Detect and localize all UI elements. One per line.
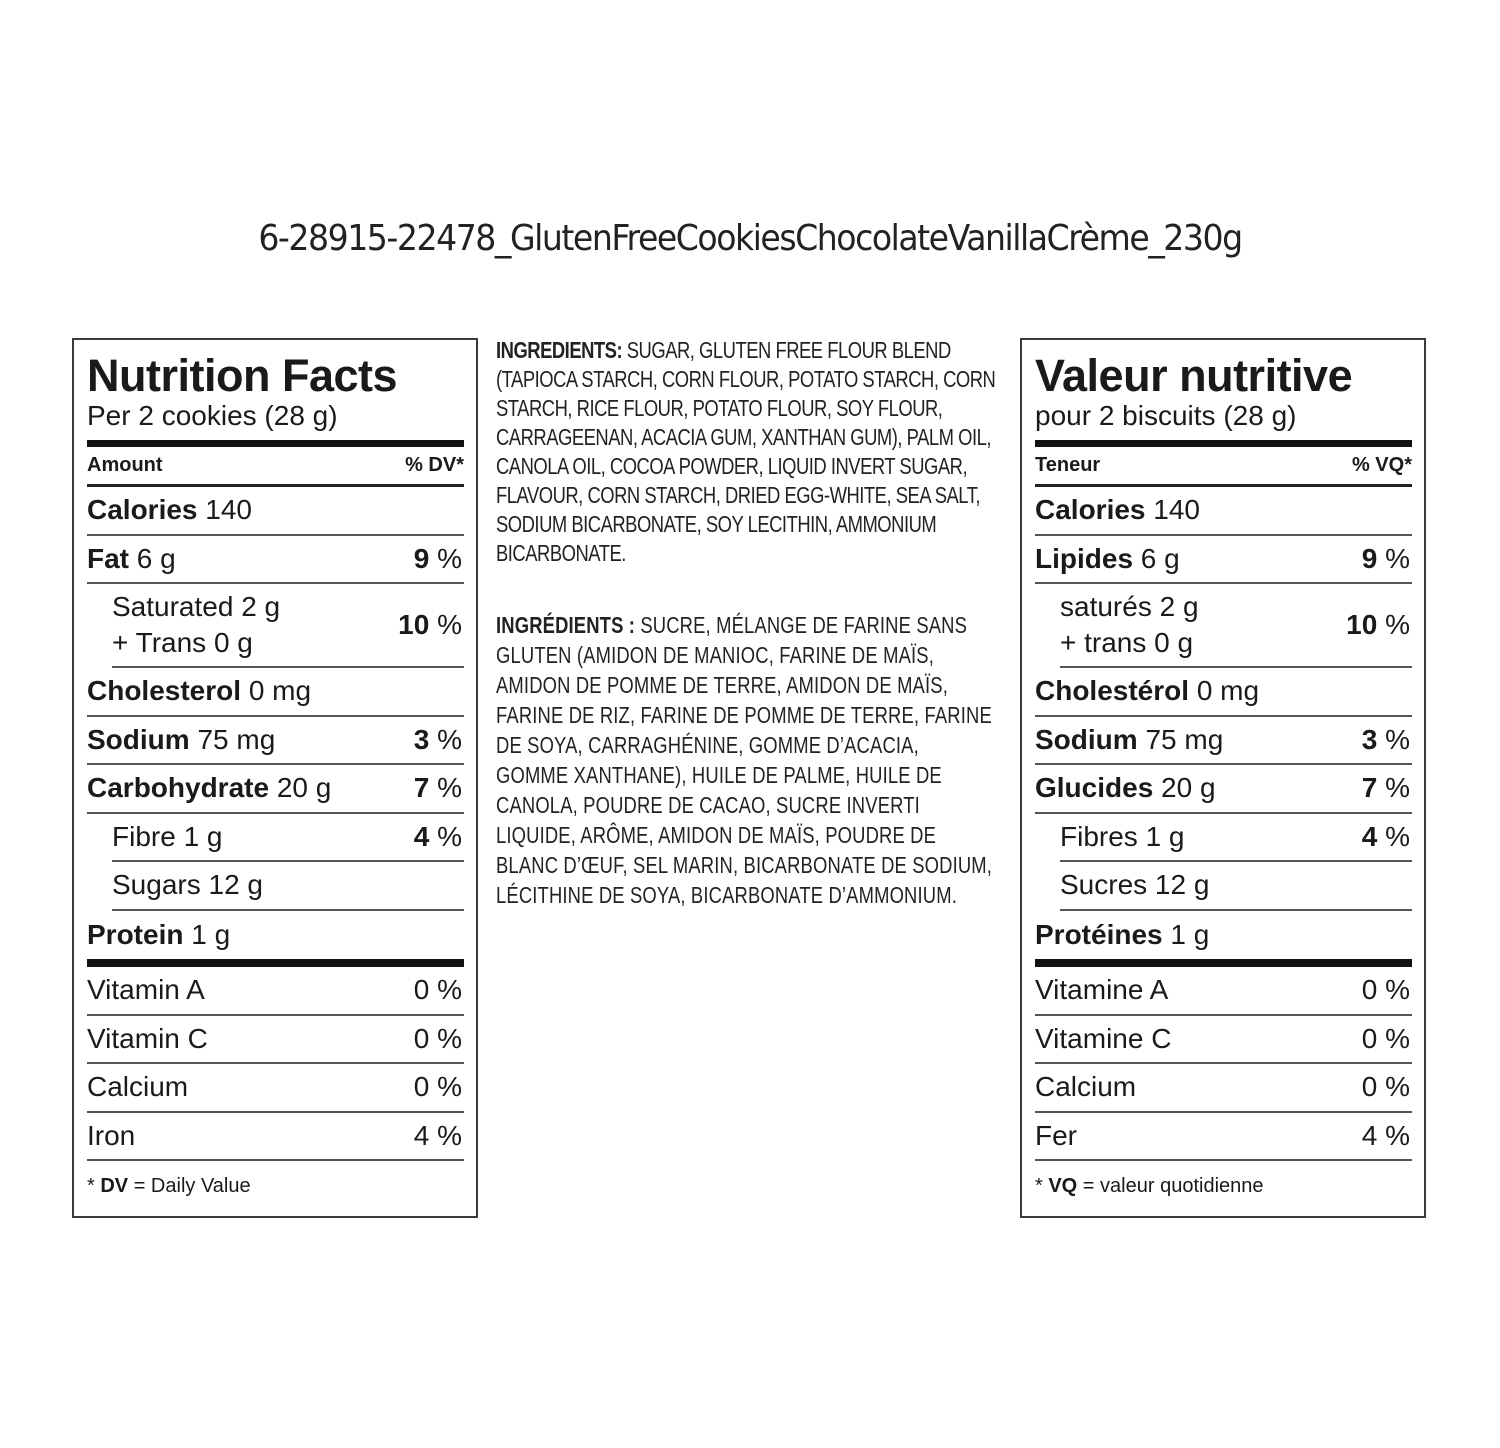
calories-value: 140 <box>205 494 252 526</box>
nutrient-amount: 20 g <box>1161 772 1216 804</box>
dv-value: 4 <box>1361 820 1378 852</box>
nutrient-amount: 0 mg <box>1196 675 1260 707</box>
nutrient-amount: 1 g <box>191 918 231 950</box>
thick-divider <box>87 959 464 967</box>
calories-value: 140 <box>1153 494 1200 526</box>
thick-divider <box>87 440 464 447</box>
ingredients-heading: INGREDIENTS: <box>496 337 623 363</box>
dv-value: 7 <box>413 772 430 804</box>
fibre-row: Fibres 1 g 4 % <box>1060 814 1412 863</box>
dv-value: 9 <box>413 542 430 574</box>
protein-row <box>87 911 464 960</box>
nutrient-label: Glucides <box>1035 772 1154 804</box>
sugars-row <box>112 862 464 911</box>
calories-row <box>87 487 464 536</box>
vitamin-row <box>1035 1064 1412 1113</box>
ingredients-heading: INGRÉDIENTS : <box>496 612 636 638</box>
calories-row <box>1035 487 1412 536</box>
nutrient-label: Fibre 1 g <box>112 820 223 852</box>
nutrient-label: Protéines <box>1035 918 1163 950</box>
nutrient-label: Sodium <box>87 723 190 755</box>
nutrient-amount: 75 mg <box>197 723 276 755</box>
vitamin-row <box>1035 967 1412 1016</box>
nutrition-facts-panel-en <box>72 338 478 1218</box>
vitamin-dv: 4 % <box>413 1119 462 1151</box>
ingredients-en <box>496 336 996 568</box>
nutrient-label: Sucres 12 g <box>1060 869 1210 901</box>
cholesterol-row <box>87 668 464 717</box>
nutrient-label: saturés 2 g <box>1060 591 1199 622</box>
footnote-abbr: DV <box>100 1175 129 1197</box>
nutrient-label: Sugars 12 g <box>112 869 263 901</box>
nutrient-label: Cholesterol <box>87 675 242 707</box>
dv-value: 10 <box>398 609 430 640</box>
vitamin-dv: 0 % <box>1361 1071 1410 1103</box>
calories-label: Calories <box>1035 494 1146 526</box>
nutrient-amount: 0 mg <box>248 675 312 707</box>
vitamin-row <box>1035 1113 1412 1162</box>
nutrient-amount: 20 g <box>276 772 332 804</box>
nutrient-label: Sodium <box>1035 723 1138 755</box>
fat-row: Lipides 6 g 9 % <box>1035 536 1412 585</box>
nutrient-amount: 6 g <box>136 542 176 574</box>
nutrient-label-2: + Trans 0 g <box>112 627 253 658</box>
dv-value: 10 <box>1346 609 1378 640</box>
sodium-row: Sodium 75 mg 3 % <box>87 717 464 766</box>
nutrient-amount: 1 g <box>1170 918 1210 950</box>
sodium-row: Sodium 75 mg 3 % <box>1035 717 1412 766</box>
carbohydrate-row: Glucides 20 g 7 % <box>1035 765 1412 814</box>
nutrient-label: Fibres 1 g <box>1060 820 1185 852</box>
dv-value: 7 <box>1361 772 1378 804</box>
amount-header: Teneur <box>1035 454 1101 476</box>
vitamin-label: Vitamine A <box>1035 974 1169 1006</box>
ingredients-fr <box>496 610 996 910</box>
fibre-row: Fibre 1 g 4 % <box>112 814 464 863</box>
column-header <box>87 447 464 487</box>
vitamin-dv: 0 % <box>1361 1022 1410 1054</box>
dv-value: 9 <box>1361 542 1378 574</box>
saturated-trans-row: saturés 2 g + trans 0 g 10 % <box>1060 584 1412 668</box>
footnote: * DV = Daily Value <box>87 1175 251 1197</box>
vitamin-row <box>1035 1016 1412 1065</box>
thick-divider <box>1035 959 1412 967</box>
footnote-abbr: VQ <box>1048 1175 1078 1197</box>
ingredients-text: SUGAR, GLUTEN FREE FLOUR BLEND (TAPIOCA STARCH, CORN FLOUR, POTATO STARCH, CORN STARCH, RICE FLOUR, POTATO FLOUR, SOY FLOUR, CARRAGEENAN, ACACIA GUM, XANTHAN GUM), PALM OIL, CANOLA OIL, COCOA POWDER, LIQUID INVERT SUGAR, FLAVOUR, CORN STARCH, DRIED EGG-WHITE, SEA SALT, SODIUM BICARBONATE, SOY LECITHIN, AMMONIUM BICARBONATE. <box>496 337 996 566</box>
panel-title: Nutrition Facts <box>87 350 398 401</box>
footnote: * VQ = valeur quotidienne <box>1035 1175 1264 1197</box>
vitamin-label: Vitamin A <box>87 974 205 1006</box>
vitamin-label: Iron <box>87 1119 136 1151</box>
carbohydrate-row: Carbohydrate 20 g 7 % <box>87 765 464 814</box>
calories-label: Calories <box>87 494 198 526</box>
column-header <box>1035 447 1412 487</box>
nutrient-label-2: + trans 0 g <box>1060 627 1194 658</box>
vitamin-dv: 0 % <box>413 974 462 1006</box>
amount-header: Amount <box>87 454 163 476</box>
vitamin-row <box>87 1016 464 1065</box>
dv-value: 3 <box>1361 723 1378 755</box>
vitamin-label: Vitamin C <box>87 1022 208 1054</box>
nutrient-label: Fat <box>87 542 129 574</box>
nutrient-amount: 6 g <box>1140 542 1180 574</box>
vitamin-label: Calcium <box>1035 1071 1137 1103</box>
vitamin-row <box>87 1064 464 1113</box>
dv-value: 3 <box>413 723 430 755</box>
vitamin-dv: 0 % <box>413 1022 462 1054</box>
vitamin-label: Vitamine C <box>1035 1022 1172 1054</box>
dv-header: % DV* <box>405 454 464 476</box>
nutrient-label: Protein <box>87 918 184 950</box>
fat-row: Fat 6 g 9 % <box>87 536 464 585</box>
protein-row <box>1035 911 1412 960</box>
vitamin-dv: 0 % <box>1361 974 1410 1006</box>
saturated-trans-row: Saturated 2 g + Trans 0 g 10 % <box>112 584 464 668</box>
vitamin-row <box>87 1113 464 1162</box>
serving-size: pour 2 biscuits (28 g) <box>1035 400 1297 431</box>
dv-header: % VQ* <box>1351 454 1412 476</box>
cholesterol-row <box>1035 668 1412 717</box>
vitamin-dv: 0 % <box>413 1071 462 1103</box>
panel-title: Valeur nutritive <box>1035 350 1353 401</box>
nutrient-label: Cholestérol <box>1035 675 1190 707</box>
vitamin-dv: 4 % <box>1361 1119 1410 1151</box>
thick-divider <box>1035 440 1412 447</box>
nutrient-amount: 75 mg <box>1145 723 1224 755</box>
file-title: 6-28915-22478_GlutenFreeCookiesChocolateVanillaCrème_230g <box>258 218 1242 259</box>
nutrient-label: Lipides <box>1035 542 1134 574</box>
nutrient-label: Carbohydrate <box>87 772 270 804</box>
vitamin-label: Calcium <box>87 1071 189 1103</box>
dv-value: 4 <box>413 820 430 852</box>
nutrient-label: Saturated 2 g <box>112 591 281 622</box>
sugars-row <box>1060 862 1412 911</box>
serving-size: Per 2 cookies (28 g) <box>87 400 338 431</box>
vitamin-row <box>87 967 464 1016</box>
vitamin-label: Fer <box>1035 1119 1077 1151</box>
ingredients-text: SUCRE, MÉLANGE DE FARINE SANS GLUTEN (AMIDON DE MANIOC, FARINE DE MAÏS, AMIDON DE POMME DE TERRE, AMIDON DE MAÏS, FARINE DE RIZ, FARINE DE POMME DE TERRE, FARINE DE SOYA, CARRAGHÉNINE, GOMME D’ACACIA, GOMME XANTHANE), HUILE DE PALME, HUILE DE CANOLA, POUDRE DE CACAO, SUCRE INVERTI LIQUIDE, ARÔME, AMIDON DE MAÏS, POUDRE DE BLANC D’ŒUF, SEL MARIN, BICARBONATE DE SODIUM, LÉCITHINE DE SOYA, BICARBONATE D’AMMONIUM. <box>496 612 993 908</box>
nutrition-facts-panel-fr <box>1020 338 1426 1218</box>
